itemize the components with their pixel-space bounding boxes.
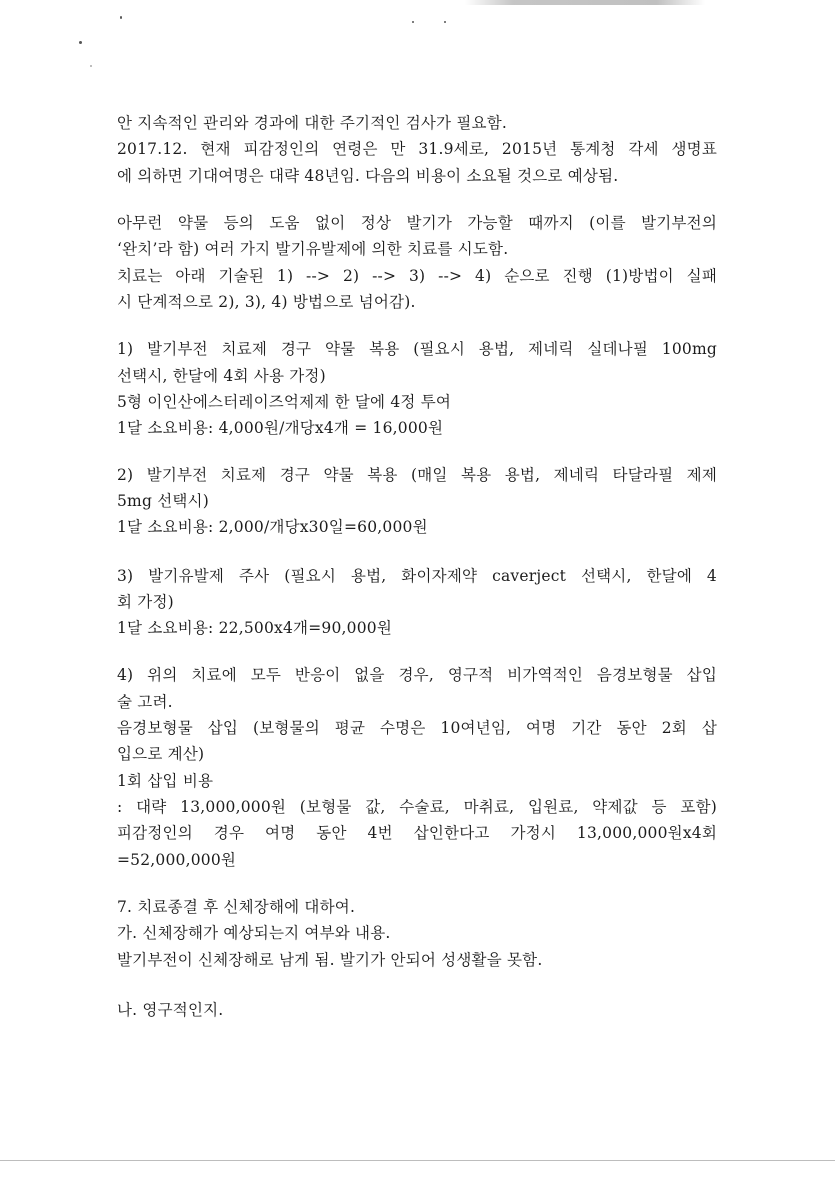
text-line: 5형 이인산에스터레이즈억제제 한 달에 4정 투여 [117,393,452,411]
text-line: : 대략 13,000,000원 (보형물 값, 수술료, 마취료, 입원료, 약제값 등 포함) [117,798,717,816]
text-line: ‘완치’라 함) 여러 가지 발기유발제에 의한 치료를 시도함. [117,240,509,258]
text-line: 5mg 선택시) [117,492,209,510]
subsection-heading: 나. 영구적인지. [117,1001,224,1019]
subsection-heading: 가. 신체장해가 예상되는지 여부와 내용. [117,924,391,942]
text-line: 2017.12. 현재 피감정인의 연령은 만 31.9세로, 2015년 통계청 각세 생명표 [117,140,717,158]
text-line: 1달 소요비용: 2,000/개당x30일=60,000원 [117,518,428,536]
scan-bottom-edge [0,1160,835,1161]
text-line: 1달 소요비용: 4,000원/개당x4개 = 16,000원 [117,419,444,437]
text-line: 2) 발기부전 치료제 경구 약물 복용 (매일 복용 용법, 제네릭 타달라필 제제 [117,466,717,484]
text-line: =52,000,000원 [117,851,237,869]
text-line: 아무런 약물 등의 도움 없이 정상 발기가 가능할 때까지 (이를 발기부전의 [117,214,717,232]
text-line: 입으로 계산) [117,745,205,763]
text-line: 술 고려. [117,693,173,711]
section-heading: 7. 치료종결 후 신체장해에 대하여. [117,898,356,916]
text-line: 1) 발기부전 치료제 경구 약물 복용 (필요시 용법, 제네릭 실데나필 100mg [117,340,717,358]
text-line: 치료는 아래 기술된 1) --> 2) --> 3) --> 4) 순으로 진행 (1)방법이 실패 [117,267,717,285]
text-line: 피감정인의 경우 여명 동안 4번 삽인한다고 가정시 13,000,000원x4회 [117,824,717,842]
text-line: 1회 삽입 비용 [117,772,214,790]
text-line: 시 단계적으로 2), 3), 4) 방법으로 넘어감). [117,293,416,311]
text-line: 선택시, 한달에 4회 사용 가정) [117,367,326,385]
text-line: 1달 소요비용: 22,500x4개=90,000원 [117,619,393,637]
scan-dot [412,21,414,23]
scan-dot [444,21,446,23]
scan-dot [79,41,82,44]
text-line: 회 가정) [117,593,174,611]
text-line: 4) 위의 치료에 모두 반응이 없을 경우, 영구적 비가역적인 음경보형물 삽입 [117,666,717,684]
scan-dot [120,16,122,19]
scan-header-smudge [465,0,705,5]
text-line: 안 지속적인 관리와 경과에 대한 주기적인 검사가 필요함. [117,114,507,132]
text-line: 3) 발기유발제 주사 (필요시 용법, 화이자제약 caverject 선택시, 한달에 4 [117,567,717,585]
text-line: 음경보형물 삽입 (보형물의 평균 수명은 10여년임, 여명 기간 동안 2회 삽 [117,719,717,737]
text-line: 에 의하면 기대여명은 대략 48년임. 다음의 비용이 소요될 것으로 예상됨. [117,167,619,185]
text-line: 발기부전이 신체장해로 남게 됨. 발기가 안되어 성생활을 못함. [117,951,543,969]
scan-dot [90,65,92,67]
